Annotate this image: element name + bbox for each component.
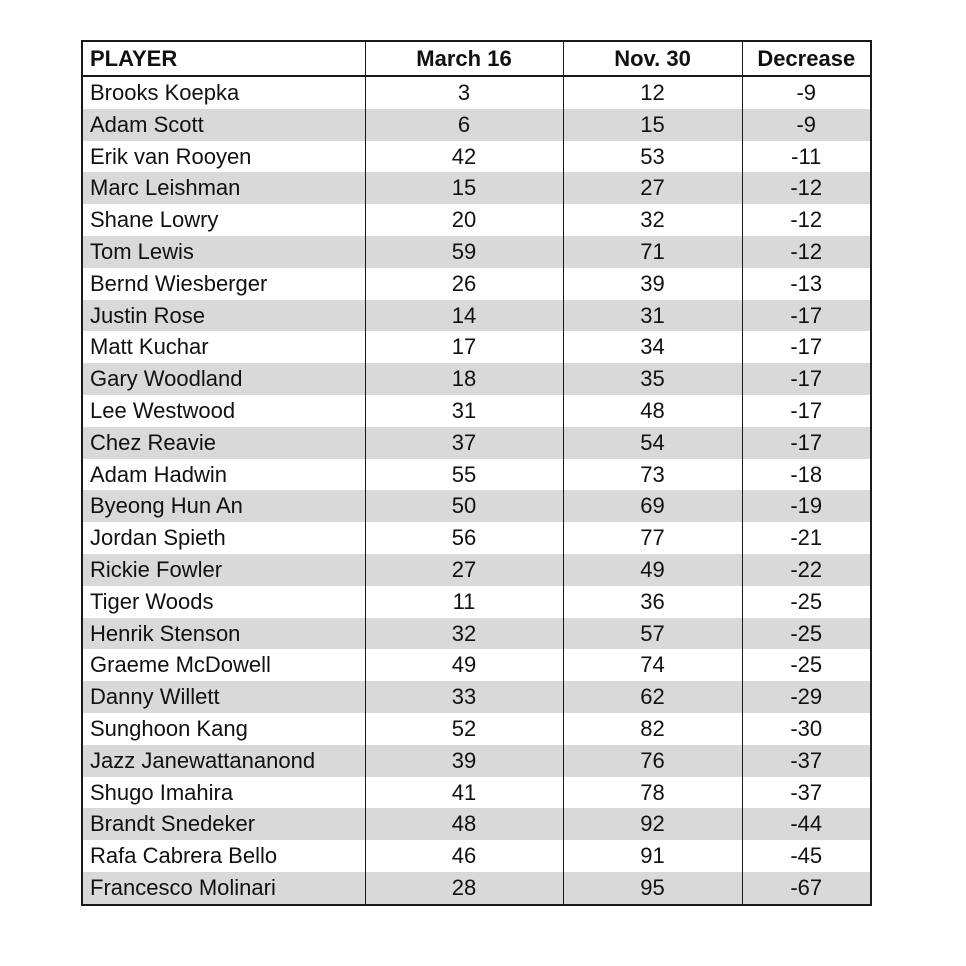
nov-30-rank-cell: 76 — [563, 745, 742, 777]
nov-30-rank-cell: 95 — [563, 872, 742, 905]
nov-30-rank-cell: 32 — [563, 204, 742, 236]
march-16-rank-cell: 18 — [365, 363, 563, 395]
nov-30-rank-cell: 27 — [563, 172, 742, 204]
decrease-cell: -25 — [742, 586, 871, 618]
nov-30-rank-cell: 92 — [563, 808, 742, 840]
nov-30-rank-cell: 73 — [563, 459, 742, 491]
decrease-cell: -12 — [742, 204, 871, 236]
decrease-cell: -9 — [742, 109, 871, 141]
nov-30-rank-cell: 31 — [563, 300, 742, 332]
table-row — [82, 808, 871, 840]
column-header-nov-30: Nov. 30 — [563, 41, 742, 76]
player-cell: Justin Rose — [82, 300, 365, 332]
march-16-rank-cell: 50 — [365, 490, 563, 522]
march-16-rank-cell: 28 — [365, 872, 563, 905]
player-cell: Graeme McDowell — [82, 649, 365, 681]
march-16-rank-cell: 48 — [365, 808, 563, 840]
table-row — [82, 522, 871, 554]
march-16-rank-cell: 14 — [365, 300, 563, 332]
player-cell: Adam Scott — [82, 109, 365, 141]
table-row — [82, 649, 871, 681]
nov-30-rank-cell: 53 — [563, 141, 742, 173]
march-16-rank-cell: 56 — [365, 522, 563, 554]
nov-30-rank-cell: 77 — [563, 522, 742, 554]
nov-30-rank-cell: 39 — [563, 268, 742, 300]
decrease-cell: -18 — [742, 459, 871, 491]
decrease-cell: -17 — [742, 300, 871, 332]
decrease-cell: -29 — [742, 681, 871, 713]
player-cell: Chez Reavie — [82, 427, 365, 459]
march-16-rank-cell: 6 — [365, 109, 563, 141]
decrease-cell: -30 — [742, 713, 871, 745]
nov-30-rank-cell: 57 — [563, 618, 742, 650]
table-row — [82, 300, 871, 332]
decrease-cell: -44 — [742, 808, 871, 840]
nov-30-rank-cell: 82 — [563, 713, 742, 745]
decrease-cell: -21 — [742, 522, 871, 554]
table-row — [82, 681, 871, 713]
decrease-cell: -25 — [742, 618, 871, 650]
nov-30-rank-cell: 54 — [563, 427, 742, 459]
header-row — [82, 41, 871, 76]
march-16-rank-cell: 31 — [365, 395, 563, 427]
march-16-rank-cell: 32 — [365, 618, 563, 650]
table-row — [82, 713, 871, 745]
table-row — [82, 618, 871, 650]
nov-30-rank-cell: 74 — [563, 649, 742, 681]
column-header-march-16: March 16 — [365, 41, 563, 76]
march-16-rank-cell: 27 — [365, 554, 563, 586]
nov-30-rank-cell: 78 — [563, 777, 742, 809]
column-header-player: PLAYER — [82, 41, 365, 76]
table-row — [82, 872, 871, 905]
decrease-cell: -22 — [742, 554, 871, 586]
player-cell: Tom Lewis — [82, 236, 365, 268]
table-row — [82, 141, 871, 173]
player-cell: Danny Willett — [82, 681, 365, 713]
march-16-rank-cell: 46 — [365, 840, 563, 872]
table-row — [82, 172, 871, 204]
table-row — [82, 395, 871, 427]
decrease-cell: -25 — [742, 649, 871, 681]
player-cell: Francesco Molinari — [82, 872, 365, 905]
decrease-cell: -45 — [742, 840, 871, 872]
decrease-cell: -12 — [742, 236, 871, 268]
decrease-cell: -19 — [742, 490, 871, 522]
table-row — [82, 459, 871, 491]
nov-30-rank-cell: 62 — [563, 681, 742, 713]
table-row — [82, 268, 871, 300]
march-16-rank-cell: 59 — [365, 236, 563, 268]
march-16-rank-cell: 17 — [365, 331, 563, 363]
nov-30-rank-cell: 49 — [563, 554, 742, 586]
march-16-rank-cell: 15 — [365, 172, 563, 204]
march-16-rank-cell: 37 — [365, 427, 563, 459]
table-row — [82, 331, 871, 363]
decrease-cell: -67 — [742, 872, 871, 905]
march-16-rank-cell: 3 — [365, 76, 563, 109]
nov-30-rank-cell: 12 — [563, 76, 742, 109]
march-16-rank-cell: 55 — [365, 459, 563, 491]
nov-30-rank-cell: 36 — [563, 586, 742, 618]
nov-30-rank-cell: 69 — [563, 490, 742, 522]
table-row — [82, 109, 871, 141]
nov-30-rank-cell: 35 — [563, 363, 742, 395]
march-16-rank-cell: 41 — [365, 777, 563, 809]
player-cell: Adam Hadwin — [82, 459, 365, 491]
decrease-cell: -11 — [742, 141, 871, 173]
decrease-cell: -13 — [742, 268, 871, 300]
player-cell: Brooks Koepka — [82, 76, 365, 109]
player-cell: Erik van Rooyen — [82, 141, 365, 173]
table-row — [82, 777, 871, 809]
decrease-cell: -12 — [742, 172, 871, 204]
table-row — [82, 363, 871, 395]
player-cell: Jordan Spieth — [82, 522, 365, 554]
player-cell: Sunghoon Kang — [82, 713, 365, 745]
decrease-cell: -17 — [742, 395, 871, 427]
table-row — [82, 427, 871, 459]
decrease-cell: -37 — [742, 777, 871, 809]
player-cell: Shugo Imahira — [82, 777, 365, 809]
table-row — [82, 490, 871, 522]
player-cell: Jazz Janewattananond — [82, 745, 365, 777]
player-cell: Tiger Woods — [82, 586, 365, 618]
player-cell: Henrik Stenson — [82, 618, 365, 650]
march-16-rank-cell: 26 — [365, 268, 563, 300]
player-cell: Byeong Hun An — [82, 490, 365, 522]
table-row — [82, 76, 871, 109]
table-header — [82, 41, 871, 76]
decrease-cell: -17 — [742, 427, 871, 459]
player-cell: Lee Westwood — [82, 395, 365, 427]
player-cell: Bernd Wiesberger — [82, 268, 365, 300]
table-row — [82, 840, 871, 872]
decrease-cell: -9 — [742, 76, 871, 109]
player-cell: Matt Kuchar — [82, 331, 365, 363]
table-row — [82, 204, 871, 236]
march-16-rank-cell: 39 — [365, 745, 563, 777]
table-row — [82, 236, 871, 268]
decrease-cell: -17 — [742, 331, 871, 363]
march-16-rank-cell: 42 — [365, 141, 563, 173]
ranking-table — [81, 40, 872, 906]
player-cell: Marc Leishman — [82, 172, 365, 204]
nov-30-rank-cell: 91 — [563, 840, 742, 872]
march-16-rank-cell: 52 — [365, 713, 563, 745]
column-header-decrease: Decrease — [742, 41, 871, 76]
player-cell: Shane Lowry — [82, 204, 365, 236]
nov-30-rank-cell: 34 — [563, 331, 742, 363]
player-cell: Rafa Cabrera Bello — [82, 840, 365, 872]
march-16-rank-cell: 20 — [365, 204, 563, 236]
table-row — [82, 554, 871, 586]
player-cell: Rickie Fowler — [82, 554, 365, 586]
decrease-cell: -17 — [742, 363, 871, 395]
player-cell: Gary Woodland — [82, 363, 365, 395]
march-16-rank-cell: 11 — [365, 586, 563, 618]
table-body — [82, 76, 871, 905]
march-16-rank-cell: 49 — [365, 649, 563, 681]
decrease-cell: -37 — [742, 745, 871, 777]
table-row — [82, 745, 871, 777]
table-row — [82, 586, 871, 618]
march-16-rank-cell: 33 — [365, 681, 563, 713]
nov-30-rank-cell: 48 — [563, 395, 742, 427]
nov-30-rank-cell: 71 — [563, 236, 742, 268]
nov-30-rank-cell: 15 — [563, 109, 742, 141]
player-cell: Brandt Snedeker — [82, 808, 365, 840]
